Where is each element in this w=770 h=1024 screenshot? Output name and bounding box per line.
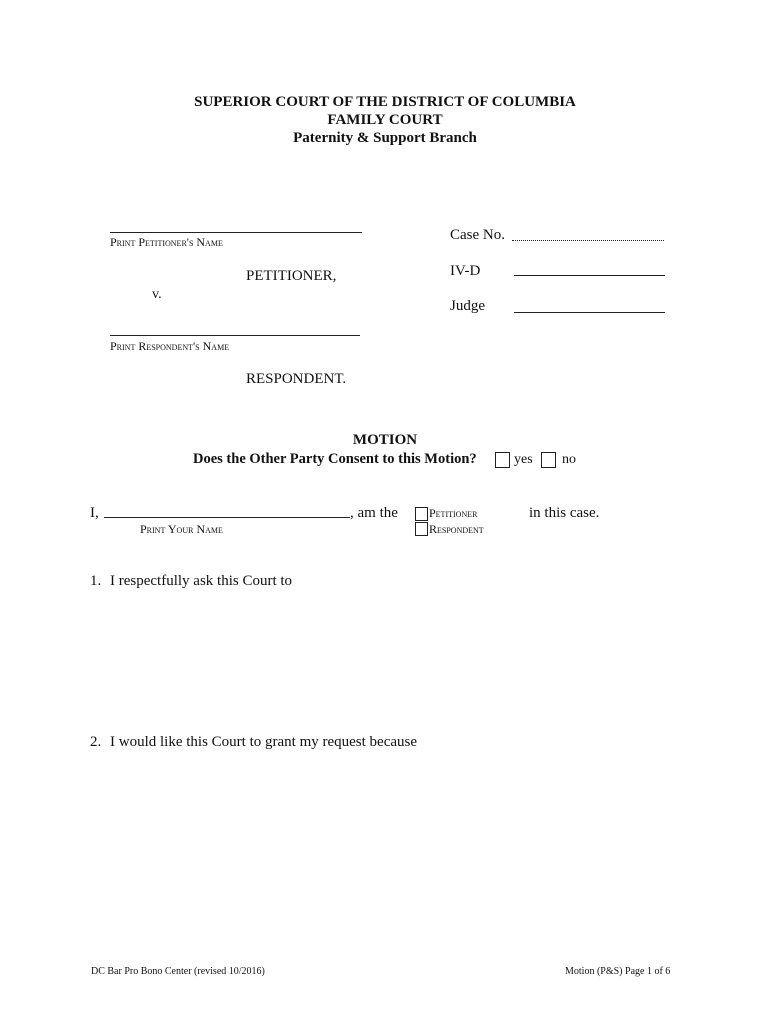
court-name: SUPERIOR COURT OF THE DISTRICT OF COLUMBIA (194, 94, 576, 110)
motion-title: MOTION (352, 432, 418, 448)
declarant-prefix: I, (90, 505, 99, 521)
footer-left: DC Bar Pro Bono Center (revised 10/2016) (91, 966, 265, 977)
petitioner-option-label: Petitioner (429, 506, 478, 520)
item-1-number: 1. (90, 573, 102, 589)
respondent-name-field[interactable] (110, 323, 360, 336)
consent-yes-label: yes (514, 452, 533, 467)
consent-no-checkbox[interactable] (541, 452, 556, 468)
ivd-label: IV-D (450, 263, 481, 279)
declarant-suffix: in this case. (529, 505, 600, 521)
judge-label: Judge (450, 298, 485, 314)
respondent-option-label: Respondent (429, 522, 484, 536)
item-2-text: I would like this Court to grant my request because (110, 734, 418, 750)
petitioner-name-label: Print Petitioner's Name (110, 235, 223, 249)
respondent-name-label: Print Respondent's Name (110, 339, 230, 353)
respondent-checkbox[interactable] (415, 522, 428, 536)
petitioner-checkbox[interactable] (415, 507, 428, 521)
declarant-name-field[interactable] (104, 505, 350, 518)
footer-right: Motion (P&S) Page 1 of 6 (565, 966, 671, 977)
consent-yes-checkbox[interactable] (495, 452, 510, 468)
ivd-field[interactable] (514, 263, 665, 276)
declarant-name-label: Print Your Name (140, 522, 223, 536)
branch-name: Paternity & Support Branch (293, 130, 477, 146)
item-1-text: I respectfully ask this Court to (110, 573, 293, 589)
case-no-label: Case No. (450, 227, 505, 243)
consent-question: Does the Other Party Consent to this Motion? (193, 451, 477, 467)
respondent-role: RESPONDENT. (246, 371, 347, 387)
petitioner-role: PETITIONER, (246, 268, 337, 284)
item-2-number: 2. (90, 734, 102, 750)
judge-field[interactable] (514, 300, 665, 313)
division-name: FAMILY COURT (327, 112, 443, 128)
versus-label: v. (152, 287, 162, 302)
declarant-am-the: , am the (350, 505, 398, 521)
case-no-field[interactable] (512, 228, 664, 241)
consent-no-label: no (562, 452, 576, 467)
petitioner-name-field[interactable] (110, 220, 362, 233)
